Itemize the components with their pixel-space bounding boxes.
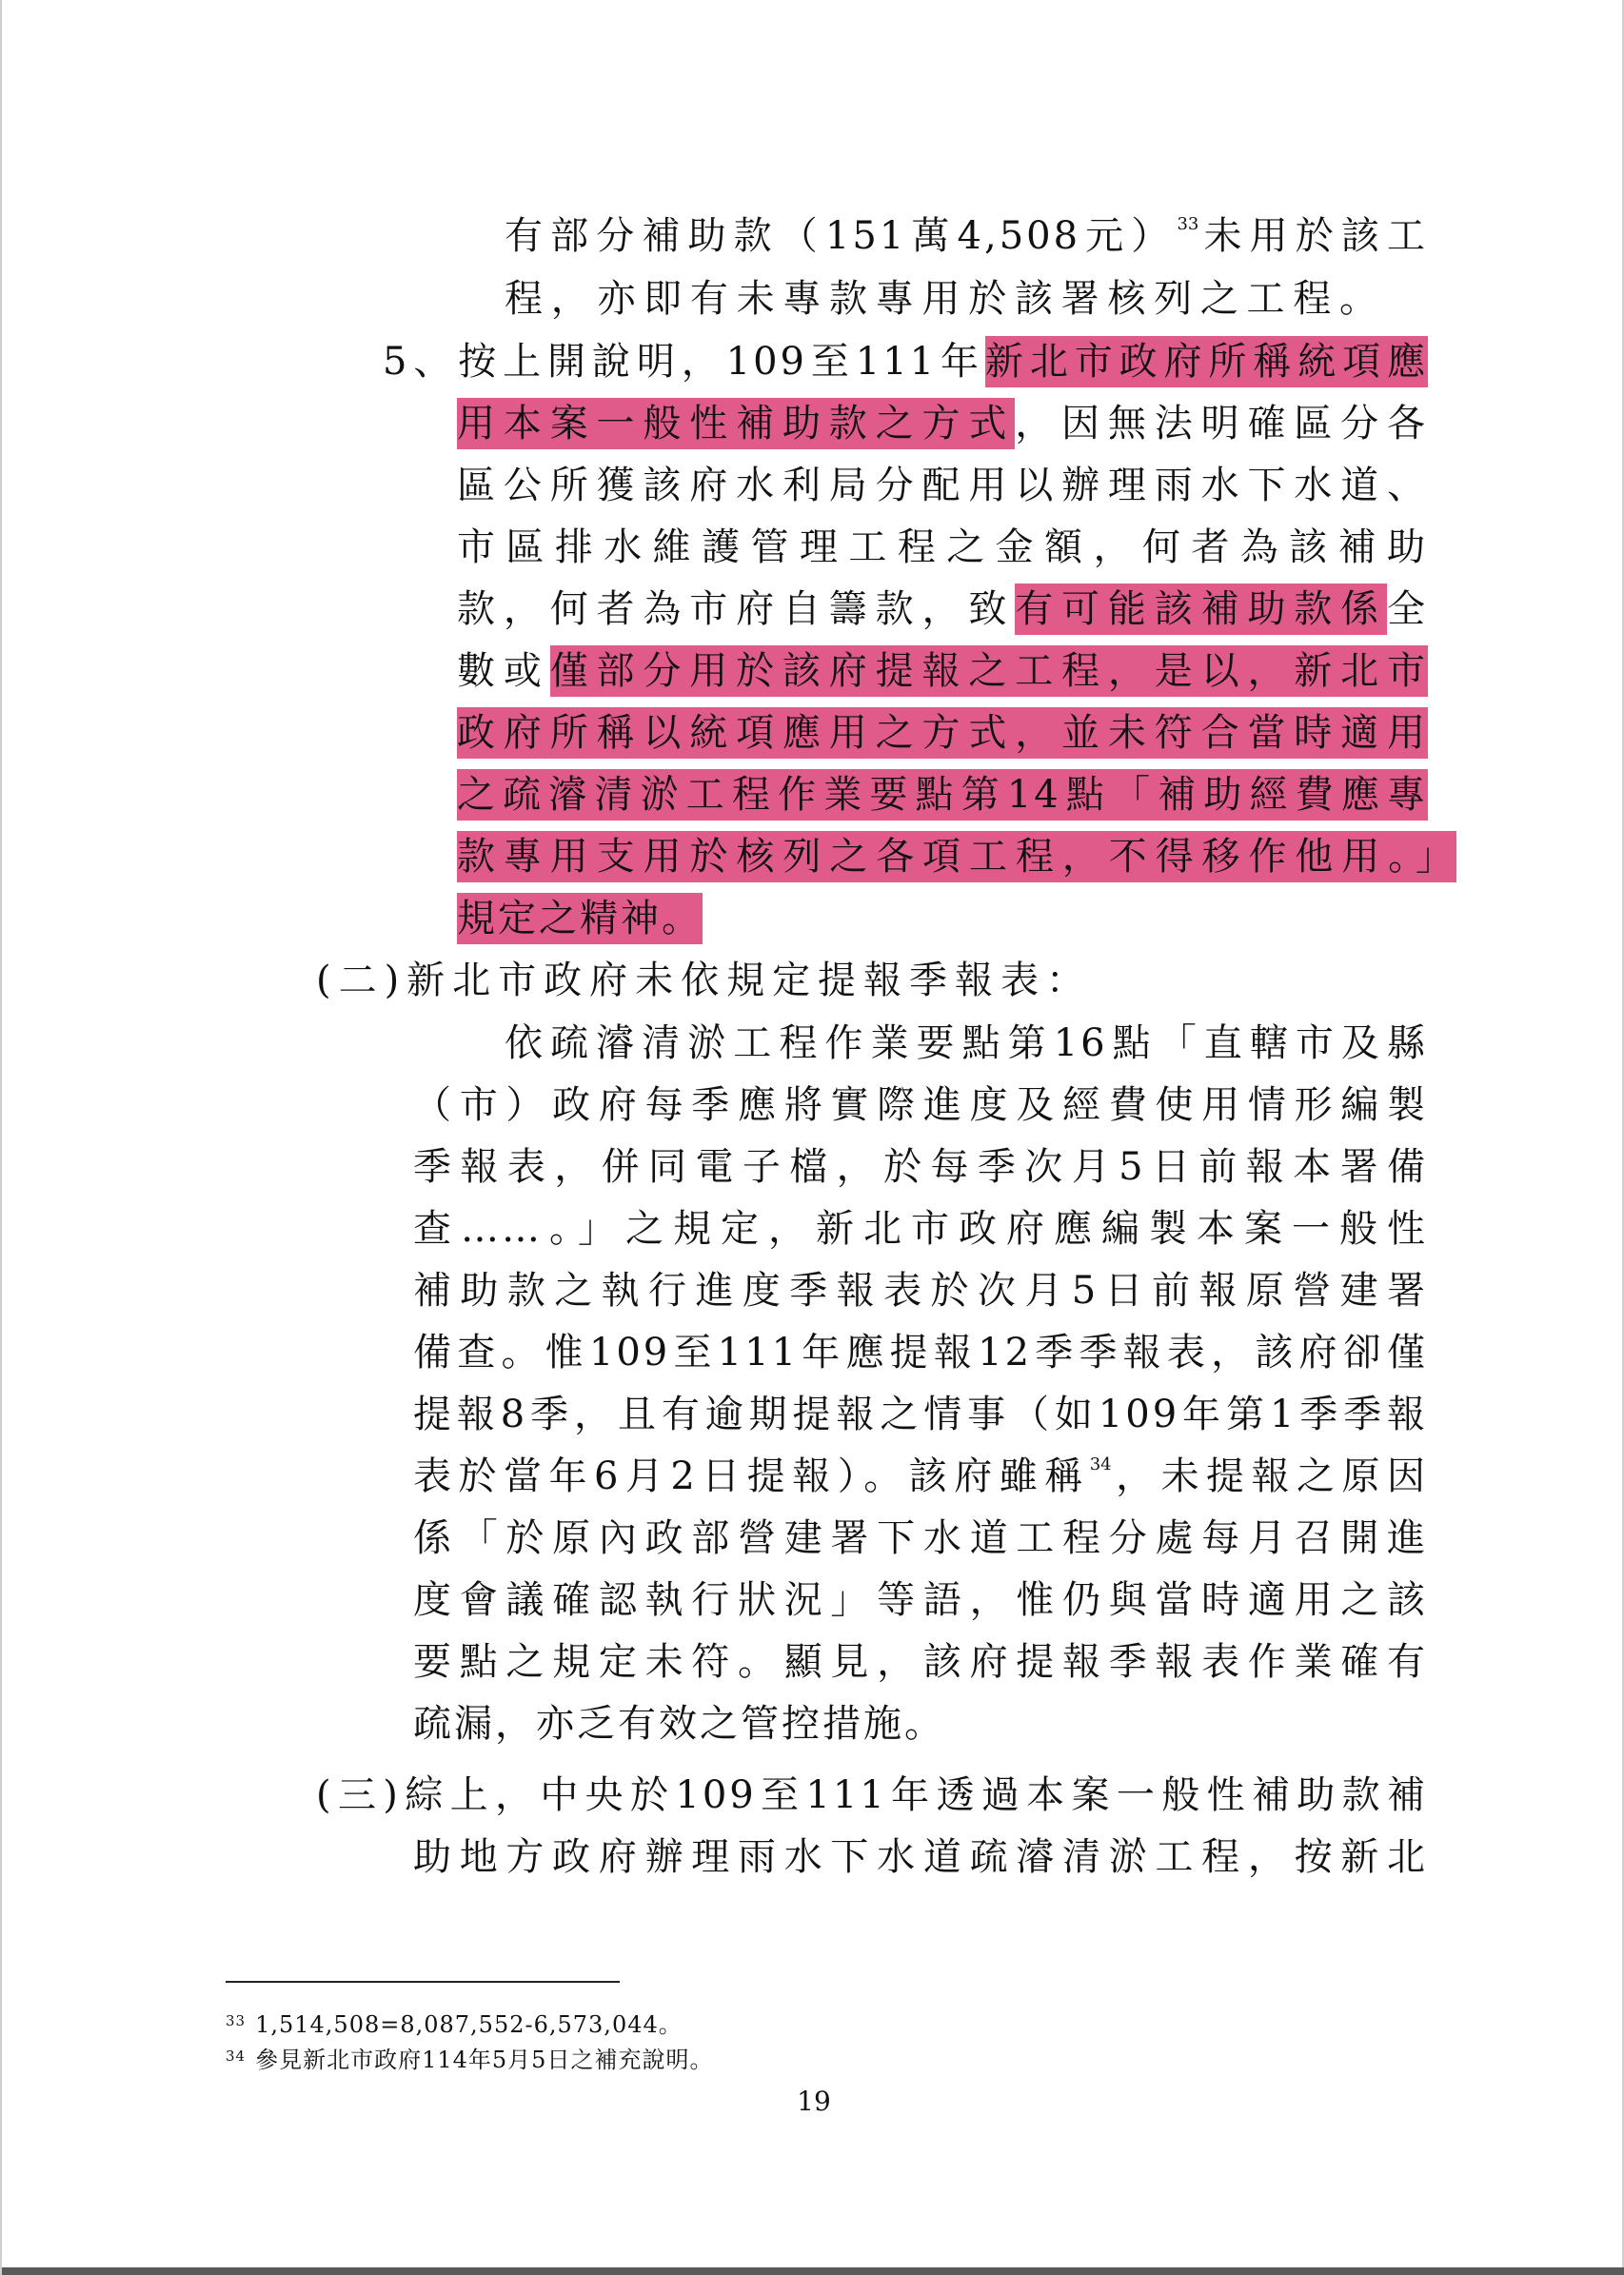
body-line: 表於當年6月2日提報）。該府雖稱$^{34}$，未提報之原因 <box>413 1454 1428 1498</box>
footnote-ref-34[interactable]: 34 <box>1089 1454 1112 1474</box>
body-line <box>457 890 1028 947</box>
body-line: 款，何者為市府自籌款，致有可能該補助款係全 <box>457 581 1428 638</box>
body-line <box>457 828 1456 885</box>
body-line: 用本案一般性補助款之方式，因無法明確區分各 <box>457 395 1428 452</box>
body-line <box>457 704 1428 762</box>
body-line: 要點之規定未符。顯見，該府提報季報表作業確有 <box>413 1640 1428 1684</box>
highlight: 新北市政府所稱統項應 <box>985 336 1428 387</box>
body-line: 度會議確認執行狀況」等語，惟仍與當時適用之該 <box>413 1578 1428 1622</box>
body-line <box>457 766 1428 823</box>
highlight: 僅部分用於該府提報之工程，是以，新北市 <box>550 645 1428 697</box>
body-line: 查……。」之規定，新北市政府應編製本案一般性 <box>413 1207 1428 1251</box>
body-line: 依疏濬清淤工程作業要點第16點「直轄市及縣 <box>505 1021 1428 1065</box>
body-line: 程，亦即有未專款專用於該署核列之工程。 <box>505 277 1380 321</box>
body-line: 市區排水維護管理工程之金額，何者為該補助 <box>457 525 1428 569</box>
viewer-bottom-edge <box>2 2267 1624 2275</box>
body-line: 補助款之執行進度季報表於次月5日前報原營建署 <box>413 1269 1428 1313</box>
highlight: 用本案一般性補助款之方式 <box>457 398 1015 449</box>
highlight: 規定之精神。 <box>457 893 703 944</box>
body-line: 有部分補助款（151萬4,508元）$^{33}$未用於該工 <box>505 214 1429 258</box>
body-line: 區公所獲該府水利局分配用以辦理雨水下水道、 <box>457 464 1428 507</box>
highlight: 之疏濬清淤工程作業要點第14點「補助經費應專 <box>457 769 1428 821</box>
body-line: 5、按上開說明，109至111年新北市政府所稱統項應 <box>383 333 1428 390</box>
body-line: （市）政府每季應將實際進度及經費使用情形編製 <box>413 1083 1428 1127</box>
page-number: 19 <box>797 2086 831 2117</box>
footnote-ref-33[interactable]: 33 <box>1177 214 1199 234</box>
highlight: 政府所稱以統項應用之方式，並未符合當時適用 <box>457 707 1428 759</box>
body-line: 季報表，併同電子檔，於每季次月5日前報本署備 <box>413 1145 1428 1189</box>
highlight: 有可能該補助款係 <box>1015 584 1387 635</box>
section-heading: (二)新北市政府未依規定提報季報表： <box>316 959 1087 1002</box>
body-line: 數或僅部分用於該府提報之工程，是以，新北市 <box>457 643 1428 700</box>
section-heading: (三)綜上，中央於109至111年透過本案一般性補助款補 <box>316 1773 1428 1817</box>
footnote-33: $^{33}$ 1,514,508=8,087,552-6,573,044。 <box>226 2011 683 2038</box>
body-line: 助地方政府辦理雨水下水道疏濬清淤工程，按新北 <box>413 1835 1428 1879</box>
body-line: 備查。惟109至111年應提報12季季報表，該府卻僅 <box>413 1331 1428 1375</box>
footnote-34: $^{34}$ 參見新北市政府114年5月5日之補充說明。 <box>226 2047 714 2073</box>
footnote-separator <box>226 1981 620 1983</box>
body-line: 係「於原內政部營建署下水道工程分處每月召開進 <box>413 1516 1428 1560</box>
highlight: 款專用支用於核列之各項工程，不得移作他用。」 <box>457 831 1456 882</box>
body-line: 提報8季，且有逾期提報之情事（如109年第1季季報 <box>413 1393 1428 1436</box>
body-line: 疏漏，亦乏有效之管控措施。 <box>413 1702 945 1746</box>
